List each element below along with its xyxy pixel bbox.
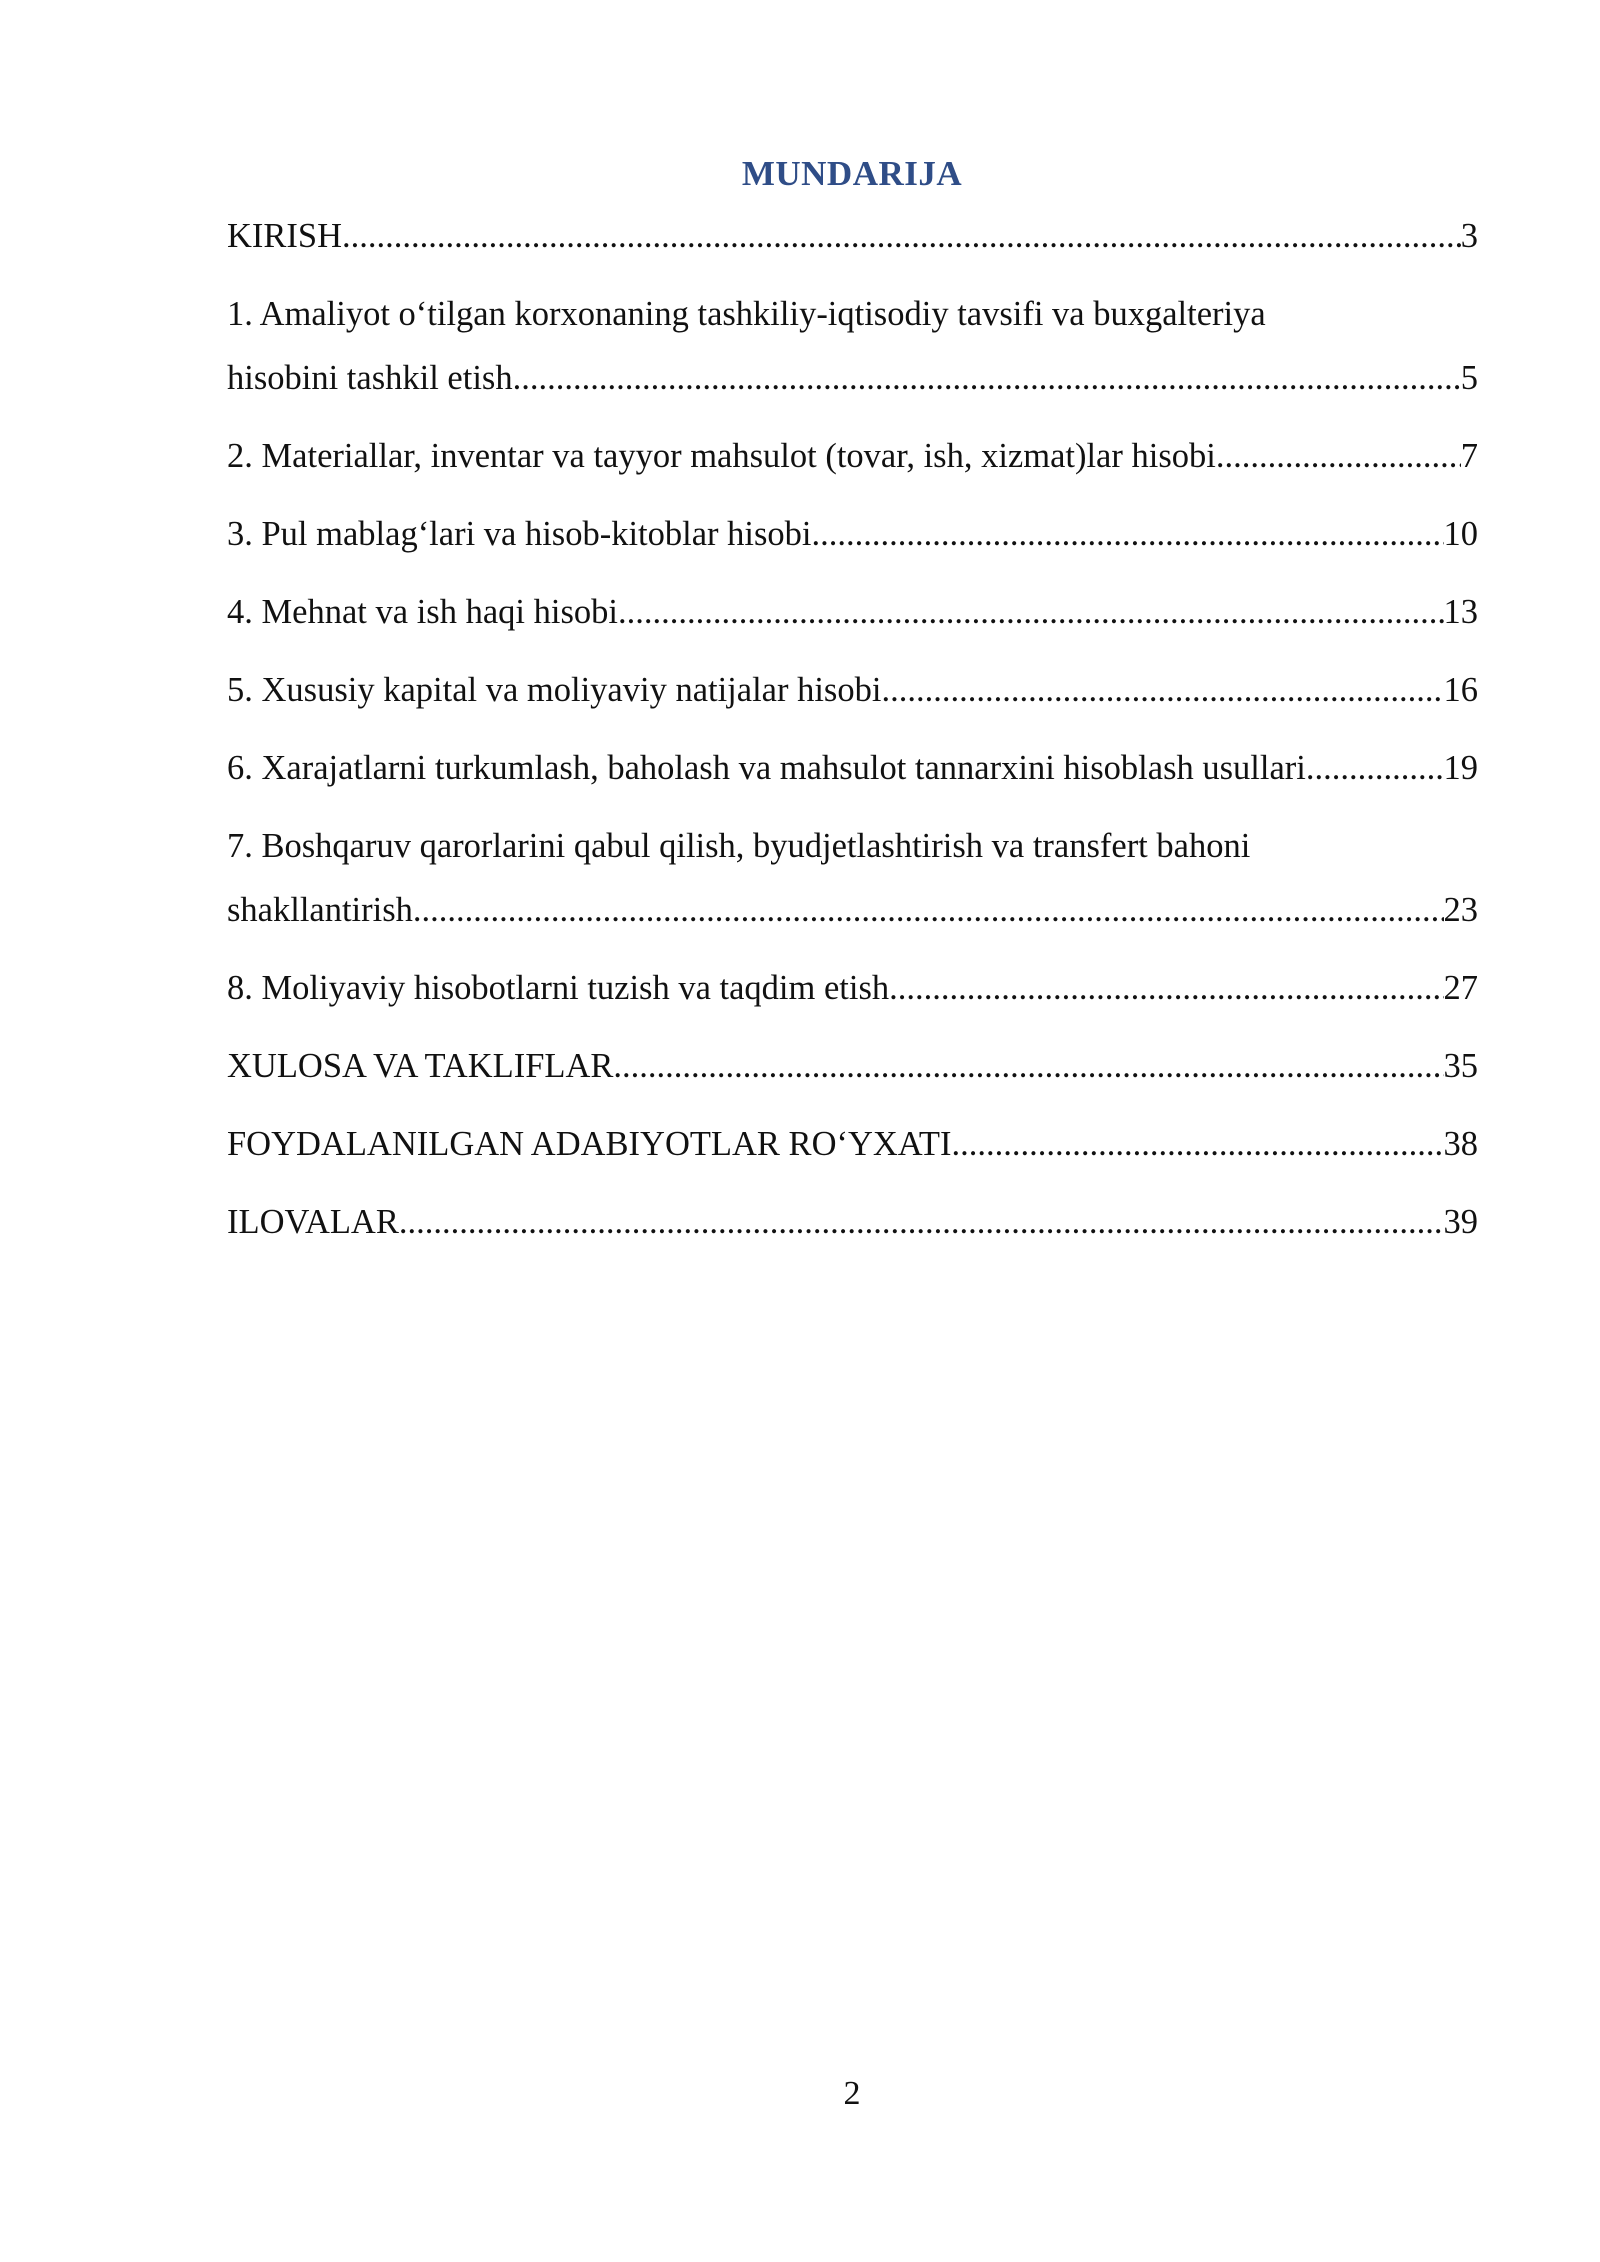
- toc-entry[interactable]: [227, 666, 1478, 714]
- toc-entry-title: 5. Xususiy kapital va moliyaviy natijalar hisobi: [227, 671, 882, 709]
- toc-entry-title: hisobini tashkil etish: [227, 359, 513, 397]
- toc-entry[interactable]: [227, 744, 1478, 792]
- toc-entry[interactable]: [227, 432, 1478, 480]
- toc-entry[interactable]: [227, 964, 1478, 1012]
- toc-entry-title: 2. Materiallar, inventar va tayyor mahsulot (tovar, ish, xizmat)lar hisobi: [227, 437, 1216, 475]
- toc-entry[interactable]: [227, 822, 1478, 934]
- toc-entry-page: 3: [1460, 217, 1478, 255]
- toc-entry[interactable]: [227, 1120, 1478, 1168]
- toc-entry[interactable]: [227, 1198, 1478, 1246]
- toc-entry[interactable]: [227, 290, 1478, 402]
- dot-leader: [1306, 744, 1444, 792]
- dot-leader: [881, 666, 1443, 714]
- toc-entry[interactable]: [227, 212, 1478, 260]
- toc-entry-page: 39: [1443, 1203, 1478, 1241]
- toc-entry-page: 27: [1443, 969, 1478, 1007]
- toc-entry-title: ILOVALAR: [227, 1203, 399, 1241]
- toc-entry-page: 35: [1443, 1047, 1478, 1085]
- toc-entry-title: shakllantirish: [227, 891, 413, 929]
- toc-entry-title: XULOSA VA TAKLIFLAR: [227, 1047, 614, 1085]
- toc-entry-title-line1: 1. Amaliyot o‘tilgan korxonaning tashkiliy-iqtisodiy tavsifi va buxgalteriya: [227, 295, 1266, 333]
- toc-entry-title-line1: 7. Boshqaruv qarorlarini qabul qilish, byudjetlashtirish va transfert bahoni: [227, 827, 1251, 865]
- toc-entry[interactable]: [227, 588, 1478, 636]
- toc-entry[interactable]: [227, 1042, 1478, 1090]
- toc-entry-title: KIRISH: [227, 217, 343, 255]
- dot-leader: [812, 510, 1444, 558]
- dot-leader: [951, 1120, 1443, 1168]
- toc-entry-page: 10: [1443, 515, 1478, 553]
- toc-entry-page: 13: [1443, 593, 1478, 631]
- toc-entry-title: 8. Moliyaviy hisobotlarni tuzish va taqdim etish: [227, 969, 890, 1007]
- dot-leader: [513, 354, 1461, 402]
- toc-entry[interactable]: [227, 510, 1478, 558]
- toc-entry-page: 5: [1460, 359, 1478, 397]
- dot-leader: [613, 1042, 1443, 1090]
- page-title: MUNDARIJA: [741, 154, 963, 193]
- toc-entry-title: 6. Xarajatlarni turkumlash, baholash va mahsulot tannarxini hisoblash usullari: [227, 749, 1306, 787]
- table-of-contents: [227, 212, 1478, 1276]
- toc-entry-page: 38: [1443, 1125, 1478, 1163]
- toc-entry-title: 3. Pul mablag‘lari va hisob-kitoblar hisobi: [227, 515, 812, 553]
- toc-entry-page: 7: [1460, 437, 1478, 475]
- toc-entry-page: 19: [1443, 749, 1478, 787]
- toc-entry-title: 4. Mehnat va ish haqi hisobi: [227, 593, 618, 631]
- dot-leader: [342, 212, 1461, 260]
- page-number: 2: [843, 2075, 861, 2112]
- dot-leader: [618, 588, 1444, 636]
- dot-leader: [413, 886, 1444, 934]
- dot-leader: [889, 964, 1443, 1012]
- toc-entry-page: 23: [1443, 891, 1478, 929]
- dot-leader: [399, 1198, 1444, 1246]
- toc-entry-title: FOYDALANILGAN ADABIYOTLAR RO‘YXATI: [227, 1125, 952, 1163]
- toc-entry-page: 16: [1443, 671, 1478, 709]
- dot-leader: [1216, 432, 1461, 480]
